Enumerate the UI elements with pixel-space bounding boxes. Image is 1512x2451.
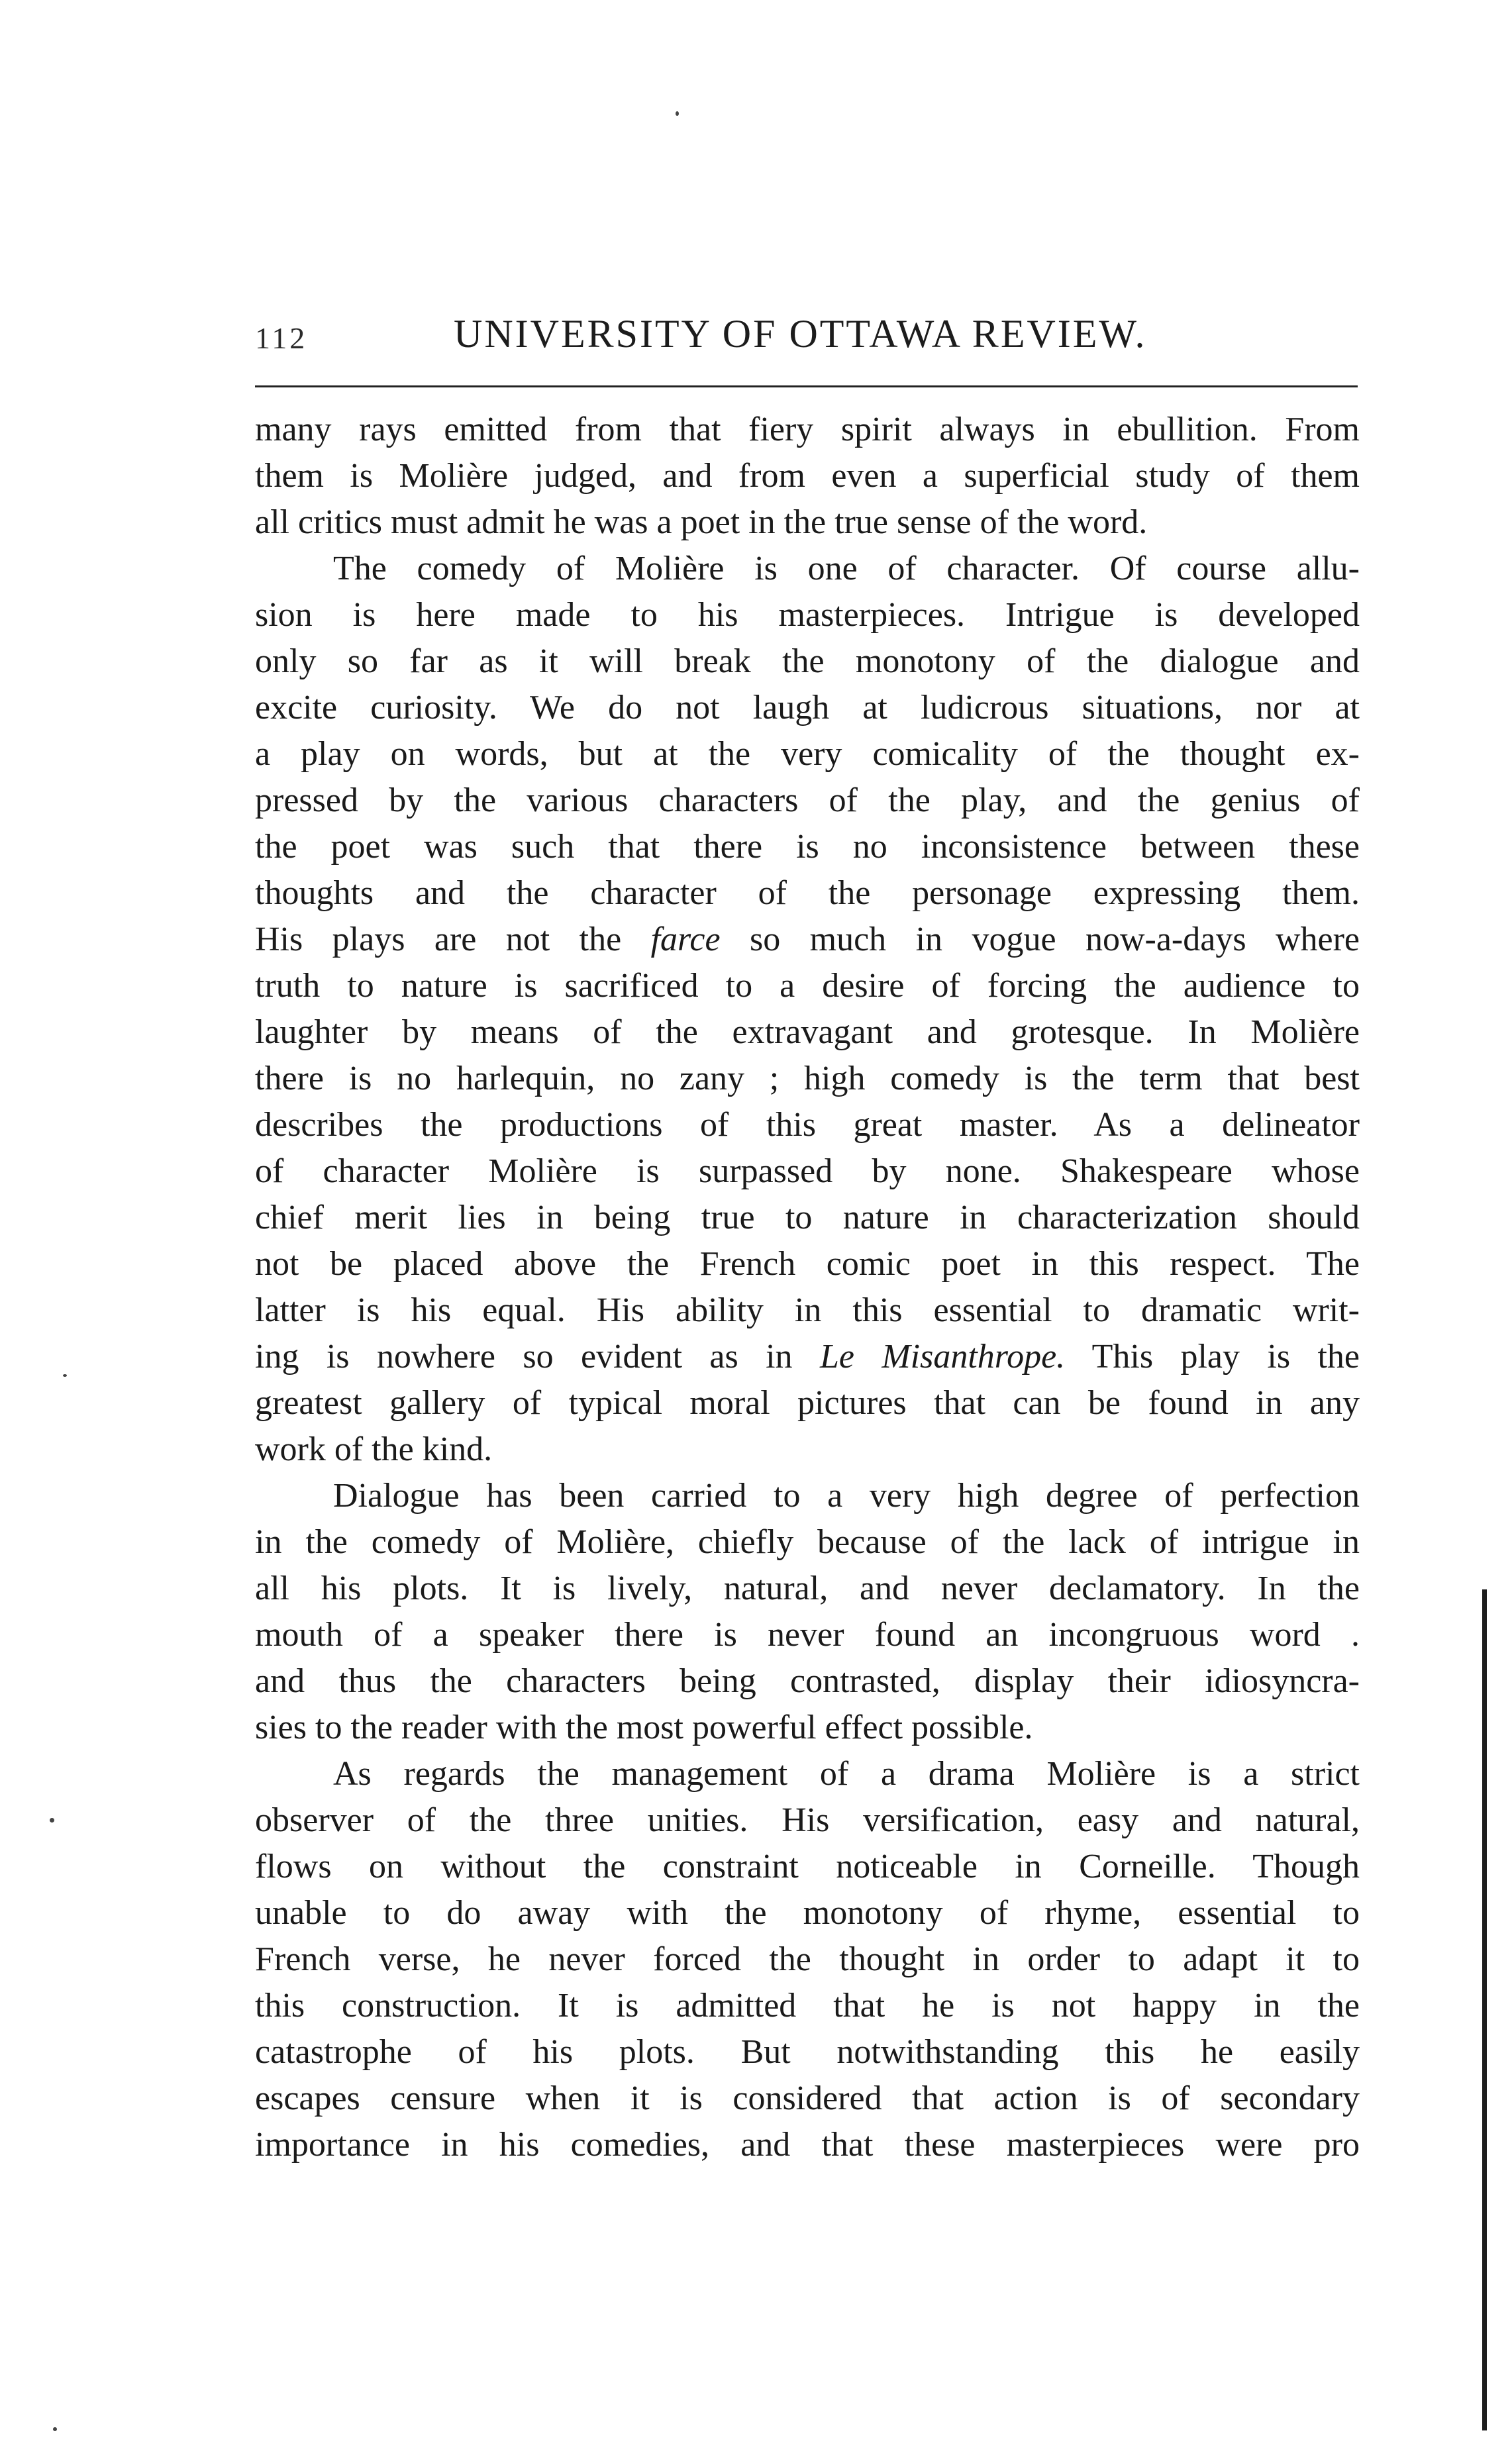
text-line: describes the productions of this great master. As a delineator [255, 1106, 1360, 1144]
text-line: latter is his equal. His ability in this essential to dramatic writ- [255, 1291, 1360, 1329]
text-line: thoughts and the character of the personage expressing them. [255, 874, 1360, 912]
text-line: a play on words, but at the very comicality of the thought ex- [255, 735, 1360, 773]
text-line: there is no harlequin, no zany ; high comedy is the term that best [255, 1060, 1360, 1097]
text-line: in the comedy of Molière, chiefly because of the lack of intrigue in [255, 1523, 1360, 1561]
text-line: chief merit lies in being true to nature in characterization should [255, 1199, 1360, 1236]
italic-title: Le Misanthrope. [819, 1338, 1066, 1376]
page-number: 112 [255, 321, 308, 355]
text-line: greatest gallery of typical moral pictures that can be found in any [255, 1384, 1360, 1422]
text-line: and thus the characters being contrasted, display their idiosyncra- [255, 1662, 1360, 1700]
text-line: all his plots. It is lively, natural, and never declamatory. In the [255, 1570, 1360, 1607]
text-line: flows on without the constraint noticeable in Corneille. Though [255, 1848, 1360, 1885]
text-line: the poet was such that there is no inconsistence between these [255, 828, 1360, 866]
italic-term: farce [650, 921, 721, 958]
body-text [255, 407, 1360, 2168]
text-line: importance in his comedies, and that these masterpieces were pro [255, 2126, 1360, 2164]
text-line: work of the kind. [255, 1430, 493, 1468]
text-line: French verse, he never forced the thought in order to adapt it to [255, 1940, 1360, 1978]
text-line: them is Molière judged, and from even a superficial study of them [255, 457, 1360, 495]
text-line: sies to the reader with the most powerful effect possible. [255, 1709, 1033, 1746]
text-line: many rays emitted from that fiery spirit always in ebullition. From [255, 411, 1360, 448]
header-rule [255, 385, 1358, 387]
text-line: Dialogue has been carried to a very high degree of perfection [333, 1477, 1360, 1515]
running-title: UNIVERSITY OF OTTAWA REVIEW. [454, 312, 1147, 356]
text-line: catastrophe of his plots. But notwithstanding this he easily [255, 2033, 1360, 2071]
scan-speck [50, 1818, 54, 1823]
text-line: all critics must admit he was a poet in the true sense of the word. [255, 503, 1148, 541]
text-line: As regards the management of a drama Molière is a strict [333, 1755, 1360, 1793]
scan-speck [676, 111, 679, 116]
scan-speck [53, 2427, 57, 2431]
text-line: mouth of a speaker there is never found an incongruous word . [255, 1616, 1360, 1654]
page-header [255, 311, 1358, 364]
text-line: sion is here made to his masterpieces. Intrigue is developed [255, 596, 1360, 634]
text-line: The comedy of Molière is one of character. Of course allu- [333, 550, 1360, 587]
text-line: excite curiosity. We do not laugh at ludicrous situations, nor at [255, 689, 1360, 726]
text-line: truth to nature is sacrificed to a desire of forcing the audience to [255, 967, 1360, 1005]
text-line: His plays are not the farce so much in vogue now-a-days where [255, 921, 1360, 958]
text-line: this construction. It is admitted that he is not happy in the [255, 1987, 1360, 2025]
text-line: only so far as it will break the monotony of the dialogue and [255, 642, 1360, 680]
text-line: laughter by means of the extravagant and grotesque. In Molière [255, 1013, 1360, 1051]
text-line: unable to do away with the monotony of rhyme, essential to [255, 1894, 1360, 1932]
text-line: not be placed above the French comic poet in this respect. The [255, 1245, 1360, 1283]
text-line: observer of the three unities. His versification, easy and natural, [255, 1801, 1360, 1839]
text-line: of character Molière is surpassed by none. Shakespeare whose [255, 1152, 1360, 1190]
text-line: ing is nowhere so evident as in Le Misanthrope. This play is the [255, 1338, 1360, 1376]
binding-edge-shadow [1482, 1589, 1487, 2430]
scan-speck [63, 1374, 67, 1377]
text-line: pressed by the various characters of the play, and the genius of [255, 781, 1360, 819]
text-line: escapes censure when it is considered that action is of secondary [255, 2079, 1360, 2117]
